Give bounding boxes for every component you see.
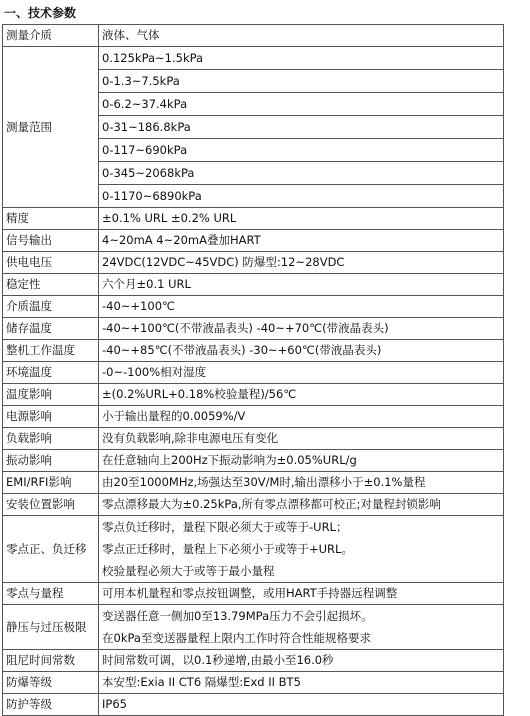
spec-value: 六个月±0.1 URL — [99, 274, 504, 296]
spec-row — [3, 208, 504, 230]
spec-row — [3, 296, 504, 318]
spec-value: ±(0.2%URL+0.18%校验量程)/56℃ — [99, 384, 504, 406]
spec-value-line: 变送器任意一侧加0至13.79MPa压力不会引起损坏。 — [102, 609, 373, 623]
spec-row — [3, 47, 504, 208]
spec-value: 液体、气体 — [99, 25, 504, 47]
spec-value: 可用本机量程和零点按钮调整，或用HART手持器远程调整 — [99, 583, 504, 605]
spec-value-line: 0-6.2~37.4kPa — [99, 92, 503, 115]
spec-label: 阻尼时间常数 — [3, 650, 99, 672]
spec-value: 小于输出量程的0.0059%/V — [99, 406, 504, 428]
spec-value: -40~+85℃(不带液晶表头) -30~+60℃(带液晶表头) — [99, 340, 504, 362]
spec-value: 4~20mA 4~20mA叠加HART — [99, 230, 504, 252]
spec-value-line: 校验量程必须大于或等于最小量程 — [102, 564, 275, 578]
spec-row — [3, 25, 504, 47]
spec-label: 测量范围 — [3, 47, 99, 208]
spec-row — [3, 650, 504, 672]
spec-value-line: 0-117~690kPa — [99, 138, 503, 161]
spec-label: 零点与量程 — [3, 583, 99, 605]
spec-value: 时间常数可调，以0.1秒递增,由最小至16.0秒 — [99, 650, 504, 672]
spec-row — [3, 340, 504, 362]
spec-row — [3, 694, 504, 716]
spec-value-line: 0.125kPa~1.5kPa — [102, 51, 204, 65]
spec-row — [3, 672, 504, 694]
spec-label: 安装位置影响 — [3, 494, 99, 516]
spec-value: -40~+100℃(不带液晶表头) -40~+70℃(带液晶表头) — [99, 318, 504, 340]
spec-value: 在任意轴向上200Hz下振动影响为±0.05%URL/g — [99, 450, 504, 472]
spec-row — [3, 450, 504, 472]
spec-label: 静压与过压极限 — [3, 605, 99, 650]
spec-value: 由20至1000MHz,场强达至30V/M时,输出漂移小于±0.1%量程 — [99, 472, 504, 494]
spec-value: 零点漂移最大为±0.25kPa,所有零点漂移都可校正;对量程封锁影响 — [99, 494, 504, 516]
spec-label: 稳定性 — [3, 274, 99, 296]
spec-label: 零点正、负迁移 — [3, 516, 99, 583]
spec-label: 负载影响 — [3, 428, 99, 450]
spec-value: -0~-100%相对湿度 — [99, 362, 504, 384]
spec-row — [3, 274, 504, 296]
spec-value — [99, 516, 504, 583]
spec-value — [99, 605, 504, 650]
spec-value: IP65 — [99, 694, 504, 716]
spec-value: 没有负载影响,除非电源电压有变化 — [99, 428, 504, 450]
spec-row — [3, 230, 504, 252]
spec-row — [3, 362, 504, 384]
spec-value-line: 零点负迁移时，量程下限必须大于或等于-URL； — [102, 520, 348, 534]
spec-row — [3, 406, 504, 428]
spec-row — [3, 605, 504, 650]
spec-row — [3, 428, 504, 450]
spec-value: 24VDC(12VDC~45VDC) 防爆型:12~28VDC — [99, 252, 504, 274]
spec-value-line: 0-31~186.8kPa — [99, 115, 503, 138]
spec-value — [99, 47, 504, 208]
spec-value: ±0.1% URL ±0.2% URL — [99, 208, 504, 230]
spec-value: -40~+100℃ — [99, 296, 504, 318]
spec-row — [3, 384, 504, 406]
spec-table — [2, 24, 504, 716]
spec-row — [3, 472, 504, 494]
spec-label: 环境温度 — [3, 362, 99, 384]
spec-value-line: 0-345~2068kPa — [99, 161, 503, 184]
spec-value-line: 0-1170~6890kPa — [99, 184, 503, 207]
spec-row — [3, 494, 504, 516]
spec-label: 整机工作温度 — [3, 340, 99, 362]
spec-label: 精度 — [3, 208, 99, 230]
spec-label: 温度影响 — [3, 384, 99, 406]
spec-label: 测量介质 — [3, 25, 99, 47]
spec-label: 电源影响 — [3, 406, 99, 428]
spec-label: 防爆等级 — [3, 672, 99, 694]
spec-label: 介质温度 — [3, 296, 99, 318]
section-title: 一、技术参数 — [4, 6, 77, 20]
spec-value-line: 在0kPa至变送器量程上限内工作时符合性能规格要求 — [102, 631, 371, 645]
spec-value-line: 0-1.3~7.5kPa — [99, 69, 503, 92]
spec-table-body — [3, 25, 504, 716]
spec-label: EMI/RFI影响 — [3, 472, 99, 494]
spec-row — [3, 583, 504, 605]
spec-label: 防护等级 — [3, 694, 99, 716]
spec-row — [3, 516, 504, 583]
spec-label: 振动影响 — [3, 450, 99, 472]
spec-label: 储存温度 — [3, 318, 99, 340]
spec-row — [3, 318, 504, 340]
spec-value: 本安型:Exia II CT6 隔爆型:Exd II BT5 — [99, 672, 504, 694]
spec-row — [3, 252, 504, 274]
spec-label: 供电电压 — [3, 252, 99, 274]
spec-value-line: 零点正迁移时，量程上下必须小于或等于+URL。 — [102, 542, 353, 556]
spec-label: 信号输出 — [3, 230, 99, 252]
